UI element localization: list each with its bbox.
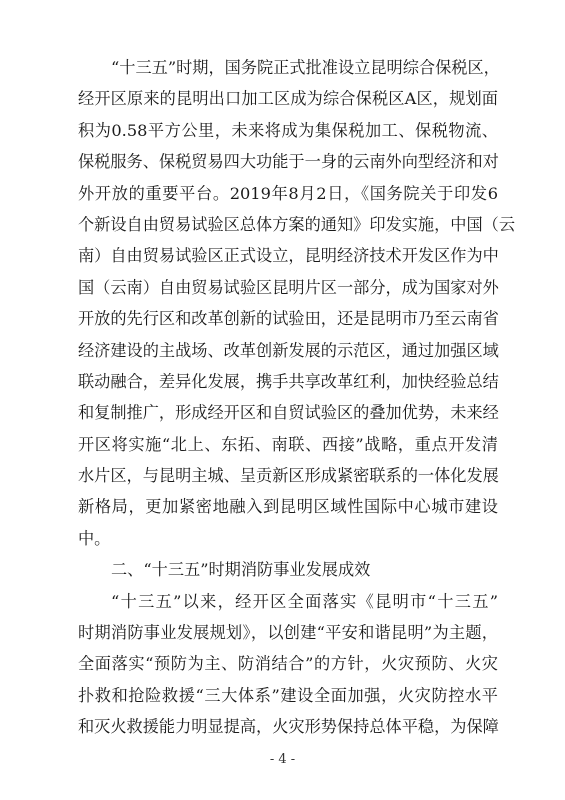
page-content xyxy=(78,52,516,743)
paragraph-line: 全面落实“预防为主、防消结合”的方针，火灾预防、火灾 xyxy=(78,654,498,674)
paragraph-line: 个新设自由贸易试验区总体方案的通知》印发实施，中国（云 xyxy=(78,214,516,234)
paragraph-line: 保税服务、保税贸易四大功能于一身的云南外向型经济和对 xyxy=(78,152,499,172)
paragraph-line: “十三五”时期，国务院正式批准设立昆明综合保税区， xyxy=(111,58,500,77)
paragraph-line: 新格局，更加紧密地融入到昆明区域性国际中心城市建设 xyxy=(78,497,498,517)
paragraph-line: 国（云南）自由贸易试验区昆明片区一部分，成为国家对外 xyxy=(78,277,499,297)
section-heading: 二、“十三五”时期消防事业发展成效 xyxy=(111,560,371,580)
paragraph-line: 中。 xyxy=(78,528,111,548)
paragraph-zone-economy xyxy=(78,52,516,554)
paragraph-line: 水片区，与昆明主城、呈贡新区形成紧密联系的一体化发展 xyxy=(78,466,499,486)
paragraph-line: 和复制推广，形成经开区和自贸试验区的叠加优势，未来经 xyxy=(78,403,499,423)
paragraph-line: 扑救和抢险救援“三大体系”建设全面加强，火灾防控水平 xyxy=(78,685,498,705)
paragraph-line: 南）自由贸易试验区正式设立，昆明经济技术开发区作为中 xyxy=(78,246,499,266)
paragraph-line: “十三五”以来，经开区全面落实《昆明市“十三五” xyxy=(111,591,498,611)
paragraph-line: 开放的先行区和改革创新的试验田，还是昆明市乃至云南省 xyxy=(78,309,499,329)
paragraph-line: 经开区原来的昆明出口加工区成为综合保税区A区，规划面 xyxy=(78,89,498,109)
paragraph-line: 经济建设的主战场、改革创新发展的示范区，通过加强区域 xyxy=(78,340,499,360)
paragraph-line: 外开放的重要平台。2019年8月2日，《国务院关于印发6 xyxy=(78,183,498,203)
paragraph-line: 开区将实施“北上、东拓、南联、西接”战略，重点开发清 xyxy=(78,434,498,454)
paragraph-line: 联动融合，差异化发展，携手共享改革红利，加快经验总结 xyxy=(78,371,499,391)
paragraph-line: 和灭火救援能力明显提高，火灾形势保持总体平稳，为保障 xyxy=(78,717,499,737)
paragraph-fire-safety xyxy=(78,586,498,743)
paragraph-line: 时期消防事业发展规划》，以创建“平安和谐昆明”为主题， xyxy=(78,623,498,643)
page-number: - 4 - xyxy=(269,752,296,767)
paragraph-line: 积为0.58平方公里，未来将成为集保税加工、保税物流、 xyxy=(78,120,498,140)
